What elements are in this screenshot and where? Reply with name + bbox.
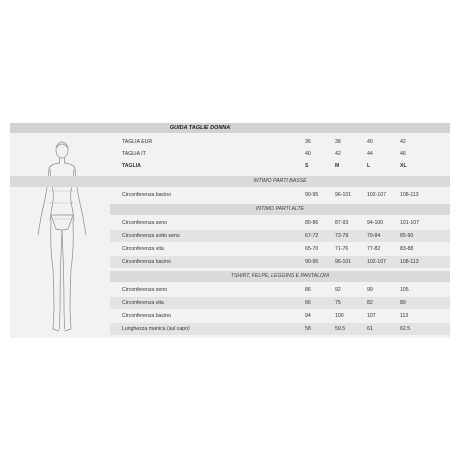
size-value-cell: XL [400, 163, 407, 169]
row-label: Lunghezza manica (sul capo) [122, 326, 190, 332]
table-row [110, 189, 450, 201]
row-label: TAGLIA EUR [122, 139, 153, 145]
table-row [110, 243, 450, 255]
size-value-cell: 36 [305, 139, 311, 145]
size-value-cell: 61 [367, 326, 373, 332]
row-label: Circonferenza bacino [122, 259, 172, 265]
size-value-cell: 79-84 [367, 233, 381, 239]
size-value-cell: 65-70 [305, 246, 319, 252]
size-value-cell: 42 [335, 151, 341, 157]
size-guide-title [10, 123, 450, 133]
size-value-cell: 62.5 [400, 326, 411, 332]
table-row [110, 230, 450, 242]
size-value-cell: 46 [400, 151, 406, 157]
size-value-cell: 77-82 [367, 246, 381, 252]
size-value-cell: 102-107 [367, 259, 387, 265]
size-value-cell: 73-79 [335, 233, 349, 239]
section-header [110, 271, 450, 282]
size-value-cell: 83-88 [400, 246, 414, 252]
size-value-cell: 94-100 [367, 220, 384, 226]
section-title: INTIMO PARTI ALTE [255, 206, 305, 212]
size-value-cell: 80-86 [305, 220, 319, 226]
size-guide-table [10, 123, 450, 338]
row-label: Circonferenza sotto seno [122, 233, 180, 239]
table-row [110, 310, 450, 322]
table-row [110, 136, 450, 148]
section-title: INTIMO PARTI BASSE [253, 178, 307, 184]
female-body-measurement-figure-icon [32, 139, 92, 336]
size-value-cell: 107 [367, 313, 376, 319]
row-label: Circonferenza seno [122, 220, 167, 226]
size-value-cell: 86 [305, 287, 311, 293]
row-label: TAGLIA IT [122, 151, 146, 157]
size-value-cell: 90-95 [305, 192, 319, 198]
size-value-cell: 108-113 [400, 259, 419, 265]
size-value-cell: 67-72 [305, 233, 319, 239]
size-value-cell: S [305, 163, 309, 169]
table-row [110, 217, 450, 229]
size-guide-title-text: GUIDA TAGLIE DONNA [169, 125, 231, 131]
size-value-cell: 100 [335, 313, 344, 319]
table-row [110, 297, 450, 309]
size-value-cell: 101-107 [400, 220, 420, 226]
size-value-cell: L [367, 163, 371, 169]
size-value-cell: 38 [335, 139, 341, 145]
size-value-cell: 99 [367, 287, 373, 293]
size-value-cell: 59.5 [335, 326, 346, 332]
size-value-cell: 44 [367, 151, 373, 157]
table-row [110, 148, 450, 160]
size-value-cell: 66 [305, 300, 311, 306]
size-value-cell: 90-95 [305, 259, 319, 265]
size-value-cell: 40 [367, 139, 373, 145]
size-value-cell: 40 [305, 151, 311, 157]
size-value-cell: 82 [367, 300, 373, 306]
size-value-cell: 108-113 [400, 192, 419, 198]
size-value-cell: 58 [305, 326, 311, 332]
size-value-cell: 94 [305, 313, 311, 319]
section-header [110, 204, 450, 215]
size-value-cell: M [335, 163, 340, 169]
section-header [10, 176, 450, 187]
size-value-cell: 96-101 [335, 259, 352, 265]
row-label: Circonferenza bacino [122, 313, 172, 319]
size-value-cell: 113 [400, 313, 409, 319]
size-value-cell: 96-101 [335, 192, 352, 198]
size-value-cell: 75 [335, 300, 341, 306]
row-label: Circonferenza vita [122, 300, 164, 306]
size-value-cell: 87-93 [335, 220, 349, 226]
size-value-cell: 85-90 [400, 233, 414, 239]
size-value-cell: 105 [400, 287, 409, 293]
size-value-cell: 102-107 [367, 192, 387, 198]
size-value-cell: 42 [400, 139, 406, 145]
row-label: TAGLIA [122, 163, 141, 169]
size-value-cell: 71-76 [335, 246, 349, 252]
row-label: Circonferenza bacino [122, 192, 172, 198]
size-value-cell: 89 [400, 300, 406, 306]
table-row [110, 160, 450, 172]
table-row [110, 284, 450, 296]
row-label: Circonferenza vita [122, 246, 164, 252]
row-label: Circonferenza seno [122, 287, 167, 293]
table-row [110, 256, 450, 268]
section-title: TSHIRT, FELPE, LEGGINS E PANTALONI [230, 273, 330, 279]
size-value-cell: 92 [335, 287, 341, 293]
table-row [110, 323, 450, 335]
